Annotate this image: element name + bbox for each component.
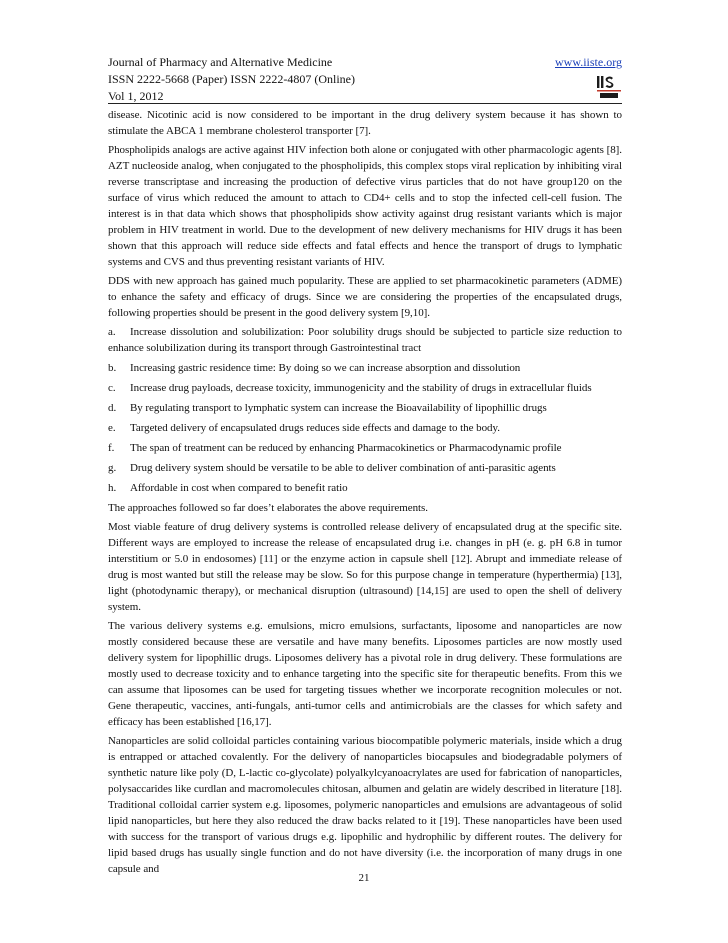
list-text: Affordable in cost when compared to benefit ratio bbox=[130, 482, 348, 494]
list-text: Targeted delivery of encapsulated drugs reduces side effects and damage to the body. bbox=[130, 422, 500, 434]
list-item bbox=[108, 420, 622, 436]
list-item bbox=[108, 460, 622, 476]
list-text: By regulating transport to lymphatic system can increase the Bioavailability of lipophillic drugs bbox=[130, 402, 547, 414]
list-item bbox=[108, 480, 622, 496]
list-label: e. bbox=[108, 422, 116, 434]
paragraph-1: disease. Nicotinic acid is now considered to be important in the drug delivery system because it has shown to stimulate the ABCA 1 membrane cholesterol transporter [7]. bbox=[108, 109, 622, 137]
list-text: Increase dissolution and solubilization: Poor solubility drugs should be subjected to particle size reduction to enhance solubilization during its transport through Gastrointestinal tract bbox=[108, 326, 622, 354]
list-label: f. bbox=[108, 442, 115, 454]
list-label: b. bbox=[108, 362, 117, 374]
journal-issn: ISSN 2222-5668 (Paper) ISSN 2222-4807 (Online) bbox=[108, 72, 355, 86]
list-label: a. bbox=[108, 326, 116, 338]
paragraph-2: Phospholipids analogs are active against HIV infection both alone or conjugated with other pharmacologic agents [8]. AZT nucleoside analog, when conjugated to the phospholipids, this complex stops viral replication by inhibiting viral reverse transcriptase and increasing the production of defective virus particles that do not have group120 on the surface of virus which reduced the amount to attach to CD4+ cells and to stop the infected cell-cell fusion. The interest is in that data which shows that phospholipids show activity against drug resistant variants which is major problem in HIV treatment in world. Due to the development of new delivery mechanisms for HIV drugs it has been shown that this approach will reduce side effects and fatal effects and hence the transport of drugs to lymphatic systems and CVS and thus preventing resistant variants of HIV. bbox=[108, 144, 622, 268]
paragraph-6: The various delivery systems e.g. emulsions, micro emulsions, surfactants, liposome and nanoparticles are now mostly considered because these are versatile and have many benefits. Liposomes particles are now mostly used delivery system for lipophillic drugs. Liposomes delivery has a pivotal role in drug delivery. These formulations are mostly used to decrease toxicity and to enhance targeting into the specific site for therapeutic benefits. From this we can assume that liposomes can be used for targeting tissues whether we incorporate recognition molecules or not. Gene therapeutic, vaccines, anti-fungals, anti-tumor cells and antimicrobials are the classes for which safety and efficacy has been established [16,17]. bbox=[108, 620, 622, 728]
list-item bbox=[108, 360, 622, 376]
paragraph-4: The approaches followed so far does’t elaborates the above requirements. bbox=[108, 502, 428, 514]
journal-header bbox=[108, 54, 355, 105]
journal-volume: Vol 1, 2012 bbox=[108, 89, 164, 103]
paragraph-5: Most viable feature of drug delivery systems is controlled release delivery of encapsulated drug at the specific site. Different ways are employed to increase the release of encapsulated drug i.e. changes in pH (e. g. pH 6.8 in tumor interstitium or 5.0 in endosomes) [11] or the enzyme action in capsule shell [12]. Abrupt and immediate release of drug is most wanted but still the release may be slow. So for this purpose change in temperature (hyperthermia) [13], light (photodynamic therapy), or mechanical disruption (ultrasound) [14,15] are used to open the shell of delivery system. bbox=[108, 521, 622, 613]
journal-url-link[interactable]: www.iiste.org bbox=[555, 55, 622, 69]
page-number: 21 bbox=[358, 872, 370, 884]
journal-title: Journal of Pharmacy and Alternative Medicine bbox=[108, 55, 333, 69]
list-item bbox=[108, 324, 622, 356]
list-text: Increasing gastric residence time: By doing so we can increase absorption and dissolution bbox=[130, 362, 521, 374]
list-item bbox=[108, 380, 622, 396]
list-text: Increase drug payloads, decrease toxicity, immunogenicity and the stability of drugs in extracellular fluids bbox=[130, 382, 592, 394]
list-text: The span of treatment can be reduced by enhancing Pharmacokinetics or Pharmacodynamic profile bbox=[130, 442, 562, 454]
header-divider bbox=[108, 103, 622, 104]
list-text: Drug delivery system should be versatile to be able to deliver combination of anti-parasitic agents bbox=[130, 462, 556, 474]
paragraph-3: DDS with new approach has gained much popularity. These are applied to set pharmacokinetic parameters (ADME) to enhance the safety and efficacy of drugs. Since we are considering the properties of the encapsulated drugs, following properties should be present in the good delivery system [9,10]. bbox=[108, 275, 622, 319]
list-item bbox=[108, 400, 622, 416]
paragraph-7: Nanoparticles are solid colloidal particles containing various biocompatible polymeric materials, inside which a drug is entrapped or attached covalently. For the delivery of nanoparticles biocapsules and biodegradable polymers of synthetic nature like poly (D, L-lactic co-glycolate) polyalkylcyanoacrylates are used for fabrication of nanoparticles, polysaccarides like curdlan and macromolecules chitosan, albumen and gelatin are widely described in literature [18]. Traditional colloidal carrier system e.g. liposomes, polymeric nanoparticles and emulsions are advantageous of solid lipid nanoparticles, but here they also reduced the draw backs related to it [19]. These nanoparticles have been used with success for the transport of various drugs e.g. lipophilic and hydrophilic by different routes. The delivery for lipid based drugs has usually single function and do not have diversity (i.e. the incorporation of many drugs in one capsule and bbox=[108, 735, 622, 875]
article-body bbox=[108, 107, 622, 880]
iiste-logo bbox=[595, 72, 623, 100]
list-item bbox=[108, 440, 622, 456]
list-label: c. bbox=[108, 382, 116, 394]
list-label: g. bbox=[108, 462, 117, 474]
list-label: h. bbox=[108, 482, 117, 494]
list-label: d. bbox=[108, 402, 117, 414]
